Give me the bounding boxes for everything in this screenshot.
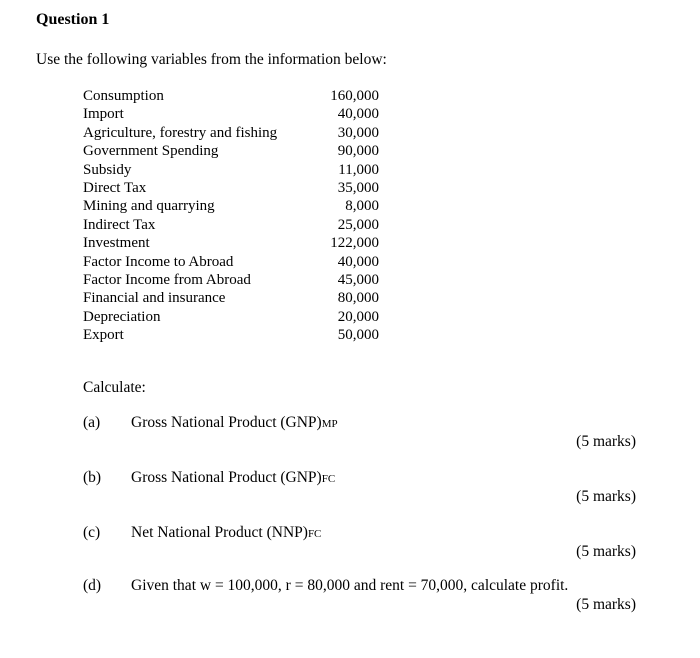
question-b-subscript: FC [321, 473, 336, 485]
variable-row [83, 124, 379, 142]
question-d-text: Given that w = 100,000, r = 80,000 and rent = 70,000, calculate profit. [131, 577, 569, 594]
question-c-label: (c) [83, 524, 101, 541]
variable-name: Export [83, 327, 124, 344]
variable-name: Financial and insurance [83, 290, 226, 307]
calculate-label: Calculate: [83, 379, 146, 396]
variable-name: Consumption [83, 88, 164, 104]
variable-row [83, 308, 379, 326]
question-a-marks: (5 marks) [576, 433, 636, 450]
variable-value: 40,000 [337, 253, 379, 270]
question-a-text [131, 414, 338, 432]
variable-value: 20,000 [337, 308, 379, 325]
variable-value: 90,000 [337, 143, 379, 160]
variable-row [83, 234, 379, 252]
variable-row [83, 271, 379, 289]
variable-row [83, 216, 379, 234]
variable-name: Depreciation [83, 308, 161, 325]
question-title: Question 1 [36, 11, 110, 28]
variable-name: Agriculture, forestry and fishing [83, 124, 278, 141]
variable-value: 45,000 [337, 271, 379, 288]
variable-row [83, 179, 379, 197]
variable-row [83, 87, 379, 105]
variable-value: 40,000 [337, 106, 379, 123]
variable-row [83, 289, 379, 307]
question-b-marks: (5 marks) [576, 488, 636, 505]
variable-value: 80,000 [337, 290, 379, 307]
variable-value: 30,000 [337, 124, 379, 141]
variable-row [83, 253, 379, 271]
variable-name: Investment [83, 235, 150, 252]
question-c-text [131, 524, 321, 542]
variable-name: Subsidy [83, 161, 132, 178]
question-b-text [131, 469, 335, 487]
question-d-marks: (5 marks) [576, 596, 636, 613]
variable-row [83, 197, 379, 215]
question-a-main: Gross National Product (GNP) [131, 414, 322, 431]
variable-row [83, 105, 379, 123]
variable-name: Government Spending [83, 143, 219, 160]
question-a-label: (a) [83, 414, 101, 431]
intro-text: Use the following variables from the information below: [36, 51, 387, 68]
question-c-subscript: FC [307, 528, 322, 540]
variable-row [83, 161, 379, 179]
variable-value: 8,000 [345, 198, 379, 215]
variable-name: Import [83, 106, 124, 123]
question-a-subscript: MP [321, 418, 338, 430]
variable-value: 50,000 [337, 327, 379, 344]
variable-value: 11,000 [338, 161, 379, 178]
variable-row [83, 142, 379, 160]
variable-value: 122,000 [330, 235, 379, 252]
variable-name: Indirect Tax [83, 216, 156, 233]
variable-name: Direct Tax [83, 179, 147, 196]
variable-row [83, 326, 379, 344]
question-d-label: (d) [83, 577, 102, 594]
question-c-marks: (5 marks) [576, 543, 636, 560]
variable-value: 25,000 [337, 216, 379, 233]
variable-list [83, 87, 379, 344]
question-b-label: (b) [83, 469, 102, 486]
variable-value: 160,000 [330, 88, 379, 104]
variable-value: 35,000 [337, 179, 379, 196]
question-c-main: Net National Product (NNP) [131, 524, 308, 541]
variable-name: Factor Income to Abroad [83, 253, 234, 270]
variable-name: Factor Income from Abroad [83, 271, 251, 288]
variable-name: Mining and quarrying [83, 198, 215, 215]
question-b-main: Gross National Product (GNP) [131, 469, 322, 486]
